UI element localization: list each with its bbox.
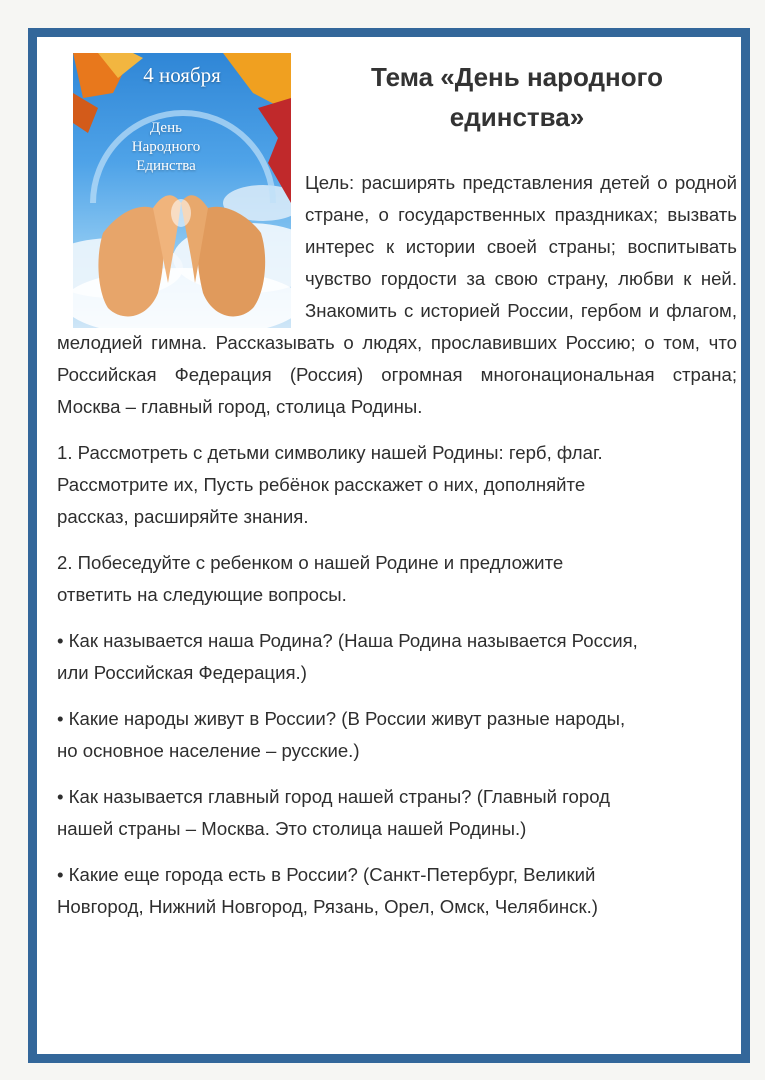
step-line: ответить на следующие вопросы. bbox=[57, 584, 347, 605]
body-text bbox=[57, 167, 737, 923]
question-line: • Как называется наша Родина? (Наша Родина называется Россия, bbox=[57, 630, 638, 651]
question-line: • Какие народы живут в России? (В России живут разные народы, bbox=[57, 708, 626, 729]
step-line: Рассмотрите их, Пусть ребёнок расскажет о них, дополняйте bbox=[57, 474, 586, 495]
poster-title-line: День bbox=[150, 120, 182, 136]
question-line: или Российская Федерация.) bbox=[57, 662, 307, 683]
poster-title-line: Народного bbox=[131, 139, 201, 155]
question-item bbox=[57, 781, 737, 845]
question-item bbox=[57, 859, 737, 923]
image-wrap-spacer bbox=[57, 167, 305, 327]
question-line: • Как называется главный город нашей страны? (Главный город bbox=[57, 786, 610, 807]
step-2-paragraph bbox=[57, 547, 737, 611]
page-title bbox=[307, 57, 727, 137]
question-line: Новгород, Нижний Новгород, Рязань, Орел, Омск, Челябинск.) bbox=[57, 896, 598, 917]
page-title-line: единства» bbox=[449, 102, 585, 132]
page-border-frame bbox=[28, 28, 750, 1063]
goal-paragraph: Цель: расширять представления детей о родной стране, о государственных праздниках; вызвать интерес к истории своей страны; воспитывать чувство гордости за свою страну, любви к ней. Знакомить с историей России, гербом и флагом, мелодией гимна. Рассказывать о людях, прославивших Россию; о том, что Российская Федерация (Россия) огромная многонациональная страна; Москва – главный город, столица Родины. bbox=[57, 172, 737, 417]
question-item bbox=[57, 703, 737, 767]
poster-title-line: Единства bbox=[136, 158, 196, 174]
step-line: 2. Побеседуйте с ребенком о нашей Родине и предложите bbox=[57, 552, 564, 573]
step-line: рассказ, расширяйте знания. bbox=[57, 506, 309, 527]
question-line: • Какие еще города есть в России? (Санкт-Петербург, Великий bbox=[57, 864, 596, 885]
question-line: но основное население – русские.) bbox=[57, 740, 360, 761]
step-1-paragraph bbox=[57, 437, 737, 533]
question-line: нашей страны – Москва. Это столица нашей Родины.) bbox=[57, 818, 527, 839]
poster-date: 4 ноября bbox=[143, 63, 221, 87]
page-content bbox=[37, 37, 741, 1054]
question-item bbox=[57, 625, 737, 689]
step-line: 1. Рассмотреть с детьми символику нашей Родины: герб, флаг. bbox=[57, 442, 603, 463]
page-title-line: Тема «День народного bbox=[371, 62, 663, 92]
